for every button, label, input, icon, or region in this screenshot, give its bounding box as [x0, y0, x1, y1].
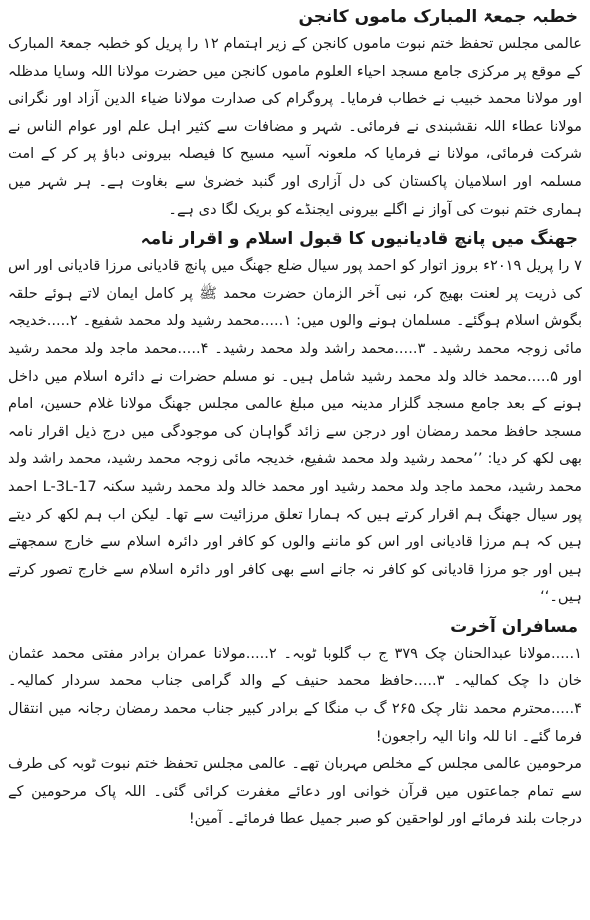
- news-item-musafiran-akhirat: [8, 614, 582, 833]
- news-item-qabool-islam: [8, 226, 582, 611]
- paragraph-qabool-islam: ۷ را پریل ۲۰۱۹ء بروز اتوار کو احمد پور سیال ضلع جھنگ میں پانچ قادیانی مرزا قادیانی اور اس کی ذریت پر لعنت بھیج کر، نبی آخر الزمان حضرت محمد ﷺ پر کامل ایمان لاتے ہوئے حلقہ بگوش اسلام ہوگئے۔ مسلمان ہونے والوں میں: ۱.....محمد رشید ولد محمد شفیع۔ ۲.....خدیجہ مائی زوجہ محمد رشید۔ ۳.....محمد راشد ولد محمد رشید۔ ۴.....محمد ماجد ولد محمد رشید اور ۵.....محمد خالد ولد محمد رشید شامل ہیں۔ نو مسلم حضرات نے دائرہ اسلام میں داخل ہونے کے بعد جامع مسجد گلزار مدینہ میں مبلغ عالمی مجلس جھنگ مولانا غلام حسین، امام مسجد حافظ محمد رمضان اور درجن سے زائد گواہان کی موجودگی میں درج ذیل اقرار نامہ بھی لکھ کر دیا: ’’محمد رشید ولد محمد شفیع، خدیجہ مائی زوجہ محمد رشید، محمد راشد ولد محمد رشید، محمد ماجد ولد محمد رشید اور محمد خالد ولد محمد رشید سکنہ L-3L-17 احمد پور سیال جھنگ ہم اقرار کرتے ہیں کہ ہمارا تعلق مرزائیت سے تھا۔ لیکن اب ہم لکھ کر دیتے ہیں کہ ہم مرزا قادیانی اور اس کو ماننے والوں کو کافر اور دائرہ اسلام سے خارج سمجھتے ہیں اور جو مرزا قادیانی کو کافر نہ جانے اسے بھی کافر اور دائرہ اسلام سے خارج تصور کرتے ہیں۔‘‘: [8, 257, 583, 606]
- section-heading-qabool-islam: جھنگ میں پانچ قادیانیوں کا قبول اسلام و اقرار نامہ: [140, 229, 578, 250]
- news-item-khutba: [8, 4, 582, 223]
- paragraph-obituary-dua: مرحومین عالمی مجلس کے مخلص مہربان تھے۔ عالمی مجلس تحفظ ختم نبوت ٹوبہ کی طرف سے تمام جماعتوں میں قرآن خوانی اور دعائے مغفرت کرائی گئی۔ اللہ پاک مرحومین کے درجات بلند فرمائے اور لواحقین کو صبر جمیل عطا فرمائے۔ آمین!: [8, 755, 582, 828]
- paragraph-obituary-list: ۱.....مولانا عبدالحنان چک ۳۷۹ ج ب گلوبا ٹوبہ۔ ۲.....مولانا عمران برادر مفتی محمد عثمان خان دا چک کمالیہ۔ ۳.....حافظ محمد حنیف کے والد گرامی جناب محمد سردار کمالیہ۔ ۴.....محترم محمد نثار چک ۲۶۵ گ ب منگا کے برادر کبیر جناب محمد رمضان رجانہ میں انتقال فرما گئے۔ انا للہ وانا الیہ راجعون!: [8, 644, 583, 745]
- paragraph-khutba: عالمی مجلس تحفظ ختم نبوت ماموں کانجن کے زیر اہتمام ۱۲ را پریل کو خطبہ جمعۃ المبارک کے موقع پر مرکزی جامع مسجد احیاء العلوم ماموں کانجن میں حضرت مولانا اللہ وسایا مدظلہ اور مولانا محمد خبیب نے خطاب فرمایا۔ پروگرام کی صدارت مولانا ضیاء الدین آزاد اور نگرانی مولانا عطاء اللہ نقشبندی نے فرمائی۔ شہر و مضافات سے کثیر اہل علم اور عوام الناس نے شرکت فرمائی، مولانا نے فرمایا کہ ملعونہ آسیہ مسیح کا فیصلہ بیرونی دباؤ پر کر کے امت مسلمہ اور اسلامیان پاکستان کی دل آزاری اور گنبد خضریٰ سے بغاوت ہے۔ ہر شہر میں ہماری ختم نبوت کی آواز نے اگلے بیرونی ایجنڈے کو بریک لگا دی ہے۔: [8, 35, 582, 218]
- section-heading-khutba: خطبہ جمعۃ المبارک ماموں کانجن: [298, 7, 578, 27]
- section-heading-musafiran-akhirat: مسافران آخرت: [450, 616, 578, 637]
